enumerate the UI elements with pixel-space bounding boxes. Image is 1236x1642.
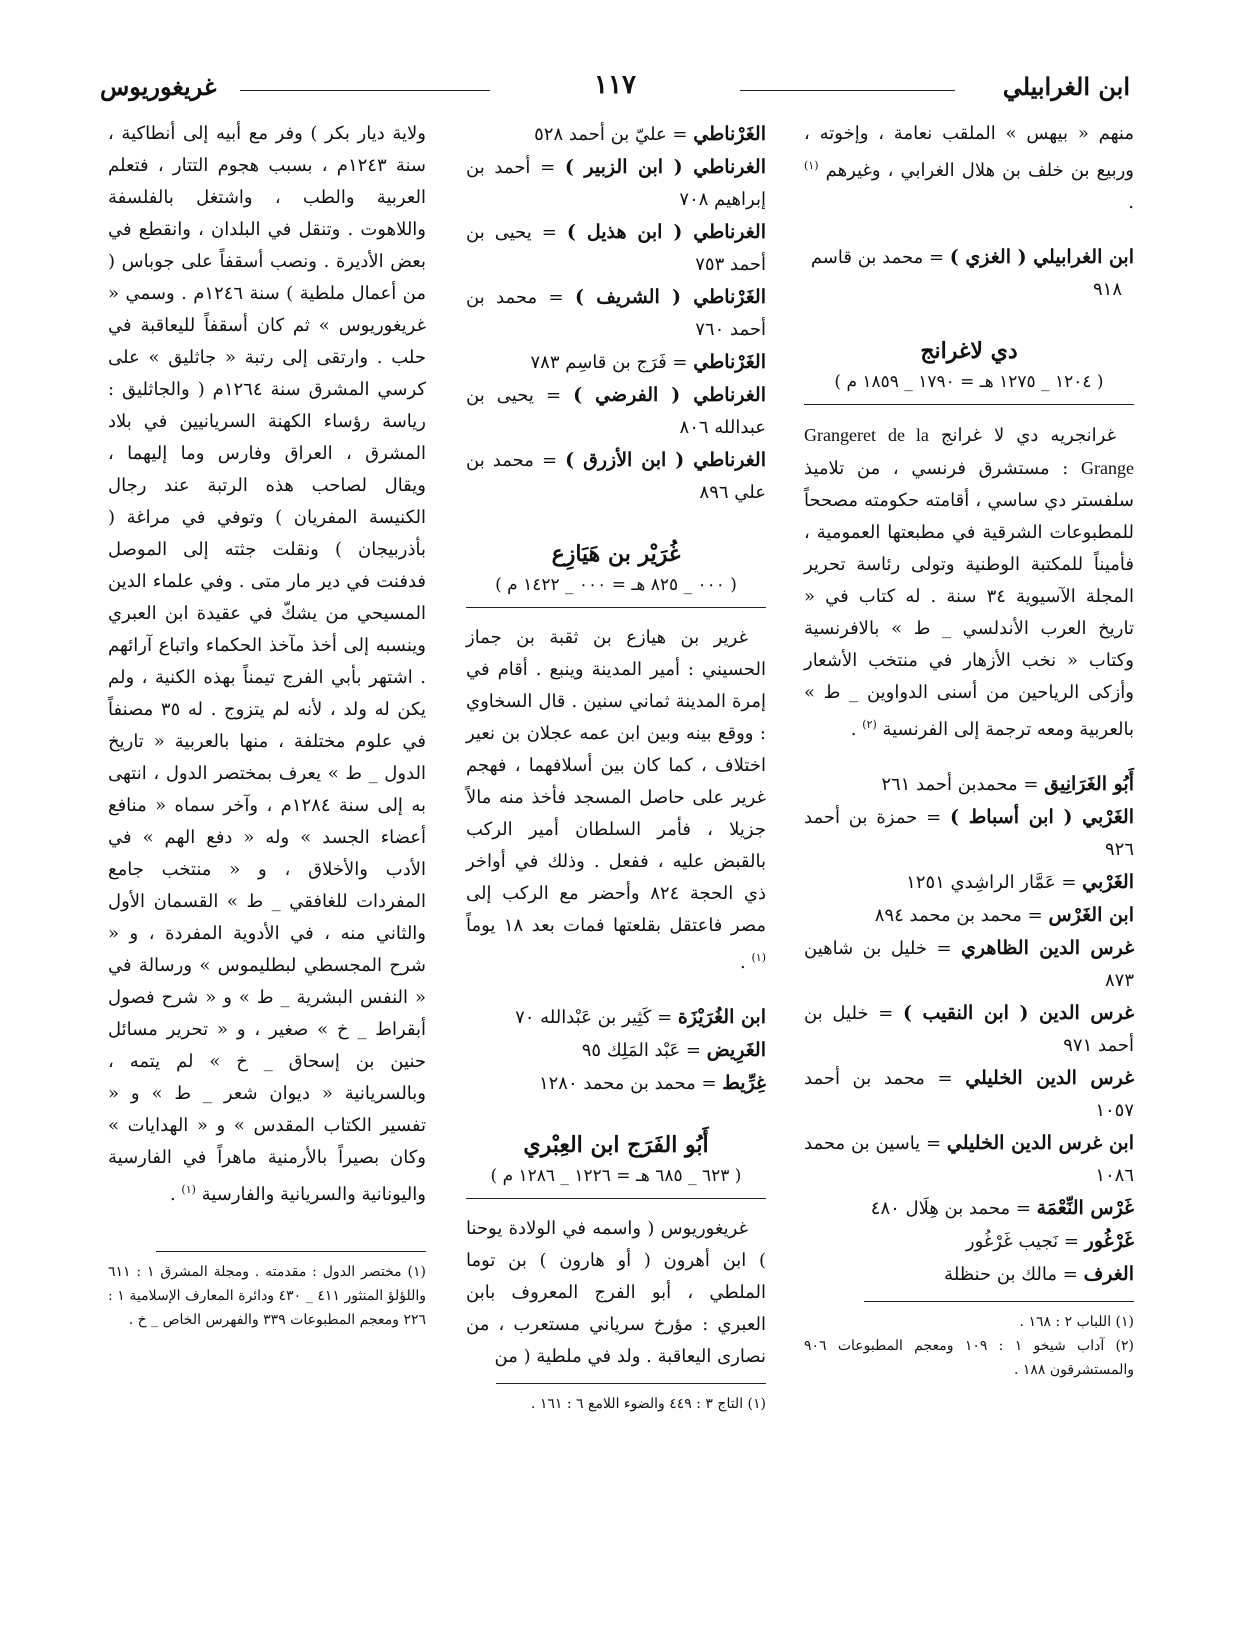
footnote: (١) التاج ٣ : ٤٤٩ والضوء اللامع ٦ : ١٦١ . xyxy=(530,1396,766,1412)
entry-head: الغَرِيض xyxy=(706,1039,766,1061)
entry-head: الغَرْبي xyxy=(1082,871,1134,893)
ref-entry xyxy=(466,281,766,346)
bio-text: غريغوريوس ( واسمه في الولادة يوحنا ) ابن أهرون ( أو هارون ) بن توما الملطي ، أبو الفرج المعروف بابن العبري : مؤرخ سرياني مستعرب ، من نصارى اليعاقبة . ولد في ملطية ( من xyxy=(466,1218,766,1367)
entry-body: = عَبْد المَلِك ٩٥ xyxy=(581,1040,707,1061)
footnotes xyxy=(466,1392,766,1416)
continuation-paragraph: منهم « بيهس » الملقب نعامة ، وإخوته ، وربيع بن خلف بن هلال الغرابي ، وغيرهم $^{(١)}$ . xyxy=(804,123,1134,213)
bio-body: غرير بن هيازع بن ثقبة بن جماز الحسيني : أمير المدينة وينبع . أقام في إمرة المدينة ثماني سنين . قال السخاوي : ووقع بينه وبين ابن عمه عجلان بن نعير اختلاف ، كما كان بين أسلافهما ، فهجم غرير على حاصل المسجد فأخذ منه مالاً جزيلا ، فأمر السلطان أمير الركب بالقبض عليه ، ففعل . وذلك في أواخر ذي الحجة ٨٢٤ وأحضر مع الركب إلى مصر فاعتقل بقلعتها فمات بعد ١٨ يوماً xyxy=(466,627,767,936)
entry-head: ابن الغُرَيْزَة xyxy=(677,1006,766,1028)
entry-head: الغرف xyxy=(1083,1263,1134,1285)
entry-body: = محمدبن أحمد ٢٦١ xyxy=(881,774,1045,795)
column-right xyxy=(804,118,1134,1382)
footnote-rule xyxy=(496,1383,766,1384)
entry-head: الغَرْبي ( ابن أسباط ) xyxy=(949,806,1135,828)
entry-head: الغرناطي ( ابن الأزرق ) xyxy=(565,449,766,471)
entry-body: = محمد بن محمد ٨٩٤ xyxy=(874,905,1049,926)
bio-dates: ( ٠٠٠ _ ٨٢٥ هـ = ٠٠٠ _ ١٤٢٢ م ) xyxy=(495,575,737,595)
entry-body: = مالك بن حنظلة xyxy=(944,1264,1084,1285)
bio-title: دي لاغرانج xyxy=(920,338,1018,364)
bio-continuation: ولاية ديار بكر ) وفر مع أبيه إلى أنطاكية ، سنة ١٢٤٣م ، بسبب هجوم التتار ، فتعلم العربية والطب ، واشتغل بالفلسفة واللاهوت . وتنقل في البلدان ، وانقطع في بعض الأديرة . ونصب أسقفاً على جوباس ( من أعمال ملطية ) سنة ١٢٤٦م . وسمي « غريغوريوس » ثم كان أسقفاً لليعاقبة في حلب . وارتقى إلى رتبة « جاثليق » على كرسي المشرق سنة ١٢٦٤م ( والجاثليق : رياسة رؤساء الكهنة السريانيين في بلاد المشرق ، العراق وفارس وما إليهما ، ويقال لصاحب هذه الرتبة عند رجال الكنيسة المفريان ) وتوفي في مراغة ( بأذربيجان ) ونقلت جثته إلى الموصل فدفنت في دير مار متى . وفي علماء الدين المسيحي من يشكّ في عقيدة ابن العبري وينسبه إلى أخذ مآخذ الحكماء واتباع آرائهم . اشتهر بأبي الفرج تيمناً بهذه الكنية ، ولم يكن له ولد ، لأنه لم يتزوج . له ٣٥ مصنفاً في علوم مختلفة ، منها بالعربية « تاريخ الدول _ ط » يعرف بمختصر الدول ، انتهى به إلى سنة ١٢٨٤م ، وآخر سماه « منافع أعضاء الجسد » وله « دفع الهم » في الأدب والأخلاق ، و « منتخب جامع المفردات للغافقي _ ط » القسمان الأول والثاني منه ، في الأدوية المفردة ، و « شرح المجسطي لبطليموس » ورسالة في « النفس البشرية _ ط » و « شرح فصول أبقراط _ خ » صغير ، و « تحرير مسائل حنين بن إسحاق _ خ » لم يتمه ، وبالسريانية « ديوان شعر _ ط » و « تفسير الكتاب المقدس » و « الهدايات » وكان بصيراً بالأرمنية ماهراً في الفارسية واليونانية والسريانية والفارسية $^{(١)}$ . xyxy=(108,123,426,1205)
entry-body: = فَرَج بن قاسِم ٧٨٣ xyxy=(530,352,694,373)
ref-entry xyxy=(804,932,1134,997)
entry-body: = محمد بن هِلَال ٤٨٠ xyxy=(870,1198,1037,1219)
footnote-ref: (٢) xyxy=(862,718,877,731)
entry-body: = خليل بن أحمد ٩٧١ xyxy=(804,1003,1134,1056)
bio-body: ولاية ديار بكر ) وفر مع أبيه إلى أنطاكية ، سنة ١٢٤٣م ، بسبب هجوم التتار ، فتعلم العربية والطب ، واشتغل بالفلسفة واللاهوت . وتنقل في البلدان ، وانقطع في بعض الأديرة . ونصب أسقفاً على جوباس ( من أعمال ملطية ) سنة ١٢٤٦م . وسمي « غريغوريوس » ثم كان أسقفاً لليعاقبة في حلب . وارتقى إلى رتبة « جاثليق » على كرسي المشرق سنة ١٢٦٤م ( والجاثليق : رياسة رؤساء الكهنة السريانيين في بلاد المشرق ، العراق وفارس وما إليهما ، ويقال لصاحب هذه الرتبة عند رجال الكنيسة المفريان ) وتوفي في مراغة ( بأذربيجان ) ونقلت جثته إلى الموصل فدفنت في دير مار متى . وفي علماء الدين المسيحي من يشكّ في عقيدة ابن العبري وينسبه إلى أخذ مآخذ الحكماء واتباع آرائهم . اشتهر بأبي الفرج تيمناً بهذه الكنية ، ولم يكن له ولد ، لأنه لم يتزوج . له ٣٥ مصنفاً في علوم مختلفة ، منها بالعربية « تاريخ الدول _ ط » يعرف بمختصر الدول ، انتهى به إلى سنة ١٢٨٤م ، وآخر سماه « منافع أعضاء الجسد » وله « دفع الهم » في الأدب والأخلاق ، و « منتخب جامع المفردات للغافقي _ ط » القسمان الأول والثاني منه ، في الأدوية المفردة ، و « شرح المجسطي لبطليموس » ورسالة في « النفس البشرية _ ط » و « شرح فصول أبقراط _ خ » صغير ، و « تحرير مسائل حنين بن إسحاق _ خ » لم يتمه ، وبالسريانية « ديوان شعر _ ط » و « تفسير الكتاب المقدس » و « الهدايات » وكان بصيراً بالأرمنية ماهراً في الفارسية واليونانية والسريانية والفارسية xyxy=(108,123,426,1205)
latin-name-1: Grangeret xyxy=(804,425,876,445)
entry-head: غَرْس النِّعْمَة xyxy=(1036,1197,1134,1219)
bio-dates: ( ٦٢٣ _ ٦٨٥ هـ = ١٢٢٦ _ ١٢٨٦ م ) xyxy=(490,1166,742,1186)
entry-head: ابن الغَرْس xyxy=(1048,904,1134,926)
page-number: ١١٧ xyxy=(594,70,636,100)
bio-text-a: غرانجريه دي لا غرانج xyxy=(940,425,1116,446)
entry-head: الغَرْناطي xyxy=(693,123,766,145)
entry-head: الغرناطي ( ابن الزبير ) xyxy=(564,156,766,178)
header-rule-left xyxy=(240,90,490,91)
ref-entry xyxy=(804,801,1134,866)
entry-body: = كَثِير بن عَبْدالله ٧٠ xyxy=(515,1007,678,1028)
entry-head: غرس الدين الخليلي xyxy=(965,1067,1135,1089)
entry-head: غِرِّيط xyxy=(722,1072,766,1094)
footnotes xyxy=(108,1260,426,1332)
entry-body: = خليل بن شاهين ٨٧٣ xyxy=(804,938,1134,991)
entry-head: الغَرْناطي ( الشريف ) xyxy=(575,286,766,308)
ref-entry xyxy=(466,1001,766,1034)
entry-body: = محمد بن قاسم xyxy=(810,247,945,268)
footnote-ref: (١) xyxy=(751,951,766,964)
bio-text: غرانجريه دي لا غرانج Grangeret de la Grange : مستشرق فرنسي ، من تلاميذ سلفستر دي ساسي ، أقامته حكومته مصححاً للمطبوعات الشرقية في مطبعتها العمومية ، فأميناً للمكتبة الوطنية وتولى رئاسة تحرير المجلة الآسيوية ٣٤ سنة . له كتاب في « تاريخ العرب الأندلسي _ ط » بالافرنسية وكتاب « نخب الأزهار في منتخب الأشعار وأزكى الرياحين من أسنى الدواوين _ ط » بالعربية ومعه ترجمة إلى الفرنسية $^{(٢)}$ . xyxy=(804,425,1134,740)
ref-list xyxy=(804,768,1134,1291)
ref-entry xyxy=(804,241,1134,306)
entry-body: = يحيى بن عبدالله ٨٠٦ xyxy=(466,385,766,438)
ref-entry xyxy=(466,151,766,216)
ref-list xyxy=(466,118,766,509)
entry-head: غَرْغُور xyxy=(1084,1230,1134,1252)
entry-head: أَبُو الغَرَانِيق xyxy=(1044,773,1134,795)
entry-head: غرس الدين ( ابن النقيب ) xyxy=(902,1002,1135,1024)
footnote-rule xyxy=(156,1251,426,1252)
entry-head: الغَرْناطي xyxy=(693,351,766,373)
ref-entry xyxy=(804,1127,1134,1192)
ref-entry xyxy=(466,346,766,379)
ref-entry xyxy=(804,1192,1134,1225)
footnote: (٢) آداب شيخو ١ : ١٠٩ ومعجم المطبوعات ٩٠٦ والمستشرقون ١٨٨ . xyxy=(804,1338,1134,1378)
footnote-ref: (١) xyxy=(804,159,819,172)
footnote: (١) اللباب ٢ : ١٦٨ . xyxy=(1019,1314,1134,1330)
column-middle xyxy=(466,118,766,1416)
title-rule xyxy=(466,607,766,608)
ref-entry xyxy=(804,899,1134,932)
running-head-right: ابن الغرابيلي xyxy=(1002,72,1130,101)
latin-name-2: de la Grange xyxy=(888,425,1134,478)
entry-head: ابن الغرابيلي ( الغزي ) xyxy=(949,246,1134,268)
ref-entry xyxy=(466,118,766,151)
ref-entry xyxy=(804,768,1134,801)
ref-list xyxy=(466,1001,766,1100)
footnote-ref: (١) xyxy=(181,1183,196,1196)
entry-body: = عليّ بن أحمد ٥٢٨ xyxy=(534,124,694,145)
continuation-text: منهم « بيهس » الملقب نعامة ، وإخوته ، وربيع بن خلف بن هلال الغرابي ، وغيرهم xyxy=(804,123,1134,181)
entry-body: = يحيى بن أحمد ٧٥٣ xyxy=(466,222,766,275)
entry-number: ٩١٨ xyxy=(1092,279,1122,300)
entry-body: = محمد بن علي ٨٩٦ xyxy=(466,450,766,503)
title-rule xyxy=(466,1198,766,1199)
bio-title: أَبُو الفَرَج ابن العِبْري xyxy=(523,1132,709,1158)
entry-body: = محمد بن محمد ١٢٨٠ xyxy=(538,1073,723,1094)
entry-head: ابن غرس الدين الخليلي xyxy=(946,1132,1134,1154)
ref-entry xyxy=(804,1062,1134,1127)
ref-entry xyxy=(466,379,766,444)
ref-entry xyxy=(466,444,766,509)
entry-head: غرس الدين الظاهري xyxy=(961,937,1135,959)
footnote-rule xyxy=(864,1301,1134,1302)
ref-entry xyxy=(466,1034,766,1067)
ref-entry xyxy=(466,1067,766,1100)
entry-head: الغرناطي ( الفرضي ) xyxy=(573,384,766,406)
ref-entry xyxy=(466,216,766,281)
entry-body: = حمزة بن أحمد ٩٢٦ xyxy=(804,807,1134,860)
bio-text: غرير بن هيازع بن ثقبة بن جماز الحسيني : أمير المدينة وينبع . أقام في إمرة المدينة ثماني سنين . قال السخاوي : ووقع بينه وبين ابن عمه عجلان بن نعير اختلاف ، كما كان بين أسلافهما ، فهجم غرير على حاصل المسجد فأخذ منه مالاً جزيلا ، فأمر السلطان أمير الركب بالقبض عليه ، ففعل . وذلك في أواخر ذي الحجة ٨٢٤ وأحضر مع الركب إلى مصر فاعتقل بقلعتها فمات بعد ١٨ يوماً $^{(١)}$ . xyxy=(466,627,767,973)
entry-body: = نَجيب غَرْغُور xyxy=(965,1231,1085,1252)
ref-entry xyxy=(804,1258,1134,1291)
running-head-left: غريغوريوس xyxy=(100,72,217,101)
entry-head: الغرناطي ( ابن هذيل ) xyxy=(566,221,766,243)
ref-entry xyxy=(804,1225,1134,1258)
ref-entry xyxy=(804,866,1134,899)
column-left xyxy=(108,118,426,1332)
entry-body: = محمد بن أحمد ١٠٥٧ xyxy=(804,1068,1134,1121)
ref-entry xyxy=(804,997,1134,1062)
bio-title: غُرَيْر بن هَيَازِع xyxy=(551,541,681,567)
entry-body: = عَمَّار الراشِدي ١٢٥١ xyxy=(906,872,1083,893)
title-rule xyxy=(804,404,1134,405)
footnote: (١) مختصر الدول : مقدمته . ومجلة المشرق ١ : ٦١١ واللؤلؤ المنثور ٤١١ _ ٤٣٠ ودائرة المعارف الإسلامية ١ : ٢٢٦ ومعجم المطبوعات ٣٣٩ والفهرس الخاص _ خ . xyxy=(108,1264,427,1328)
entry-body: = محمد بن أحمد ٧٦٠ xyxy=(466,287,766,340)
entry-body: = أحمد بن إبراهيم ٧٠٨ xyxy=(466,157,766,210)
footnotes xyxy=(804,1310,1134,1382)
bio-text-b: : مستشرق فرنسي ، من تلاميذ سلفستر دي ساسي ، أقامته حكومته مصححاً للمطبوعات الشرقية في مطبعتها العمومية ، فأميناً للمكتبة الوطنية وتولى رئاسة تحرير المجلة الآسيوية ٣٤ سنة . له كتاب في « تاريخ العرب الأندلسي _ ط » بالافرنسية وكتاب « نخب الأزهار في منتخب الأشعار وأزكى الرياحين من أسنى الدواوين _ ط » بالعربية ومعه ترجمة إلى الفرنسية xyxy=(804,458,1134,740)
page-header xyxy=(100,70,1130,110)
entry-body: = ياسين بن محمد ١٠٨٦ xyxy=(804,1133,1134,1186)
bio-dates: ( ١٢٠٤ _ ١٢٧٥ هـ = ١٧٩٠ _ ١٨٥٩ م ) xyxy=(834,372,1104,392)
